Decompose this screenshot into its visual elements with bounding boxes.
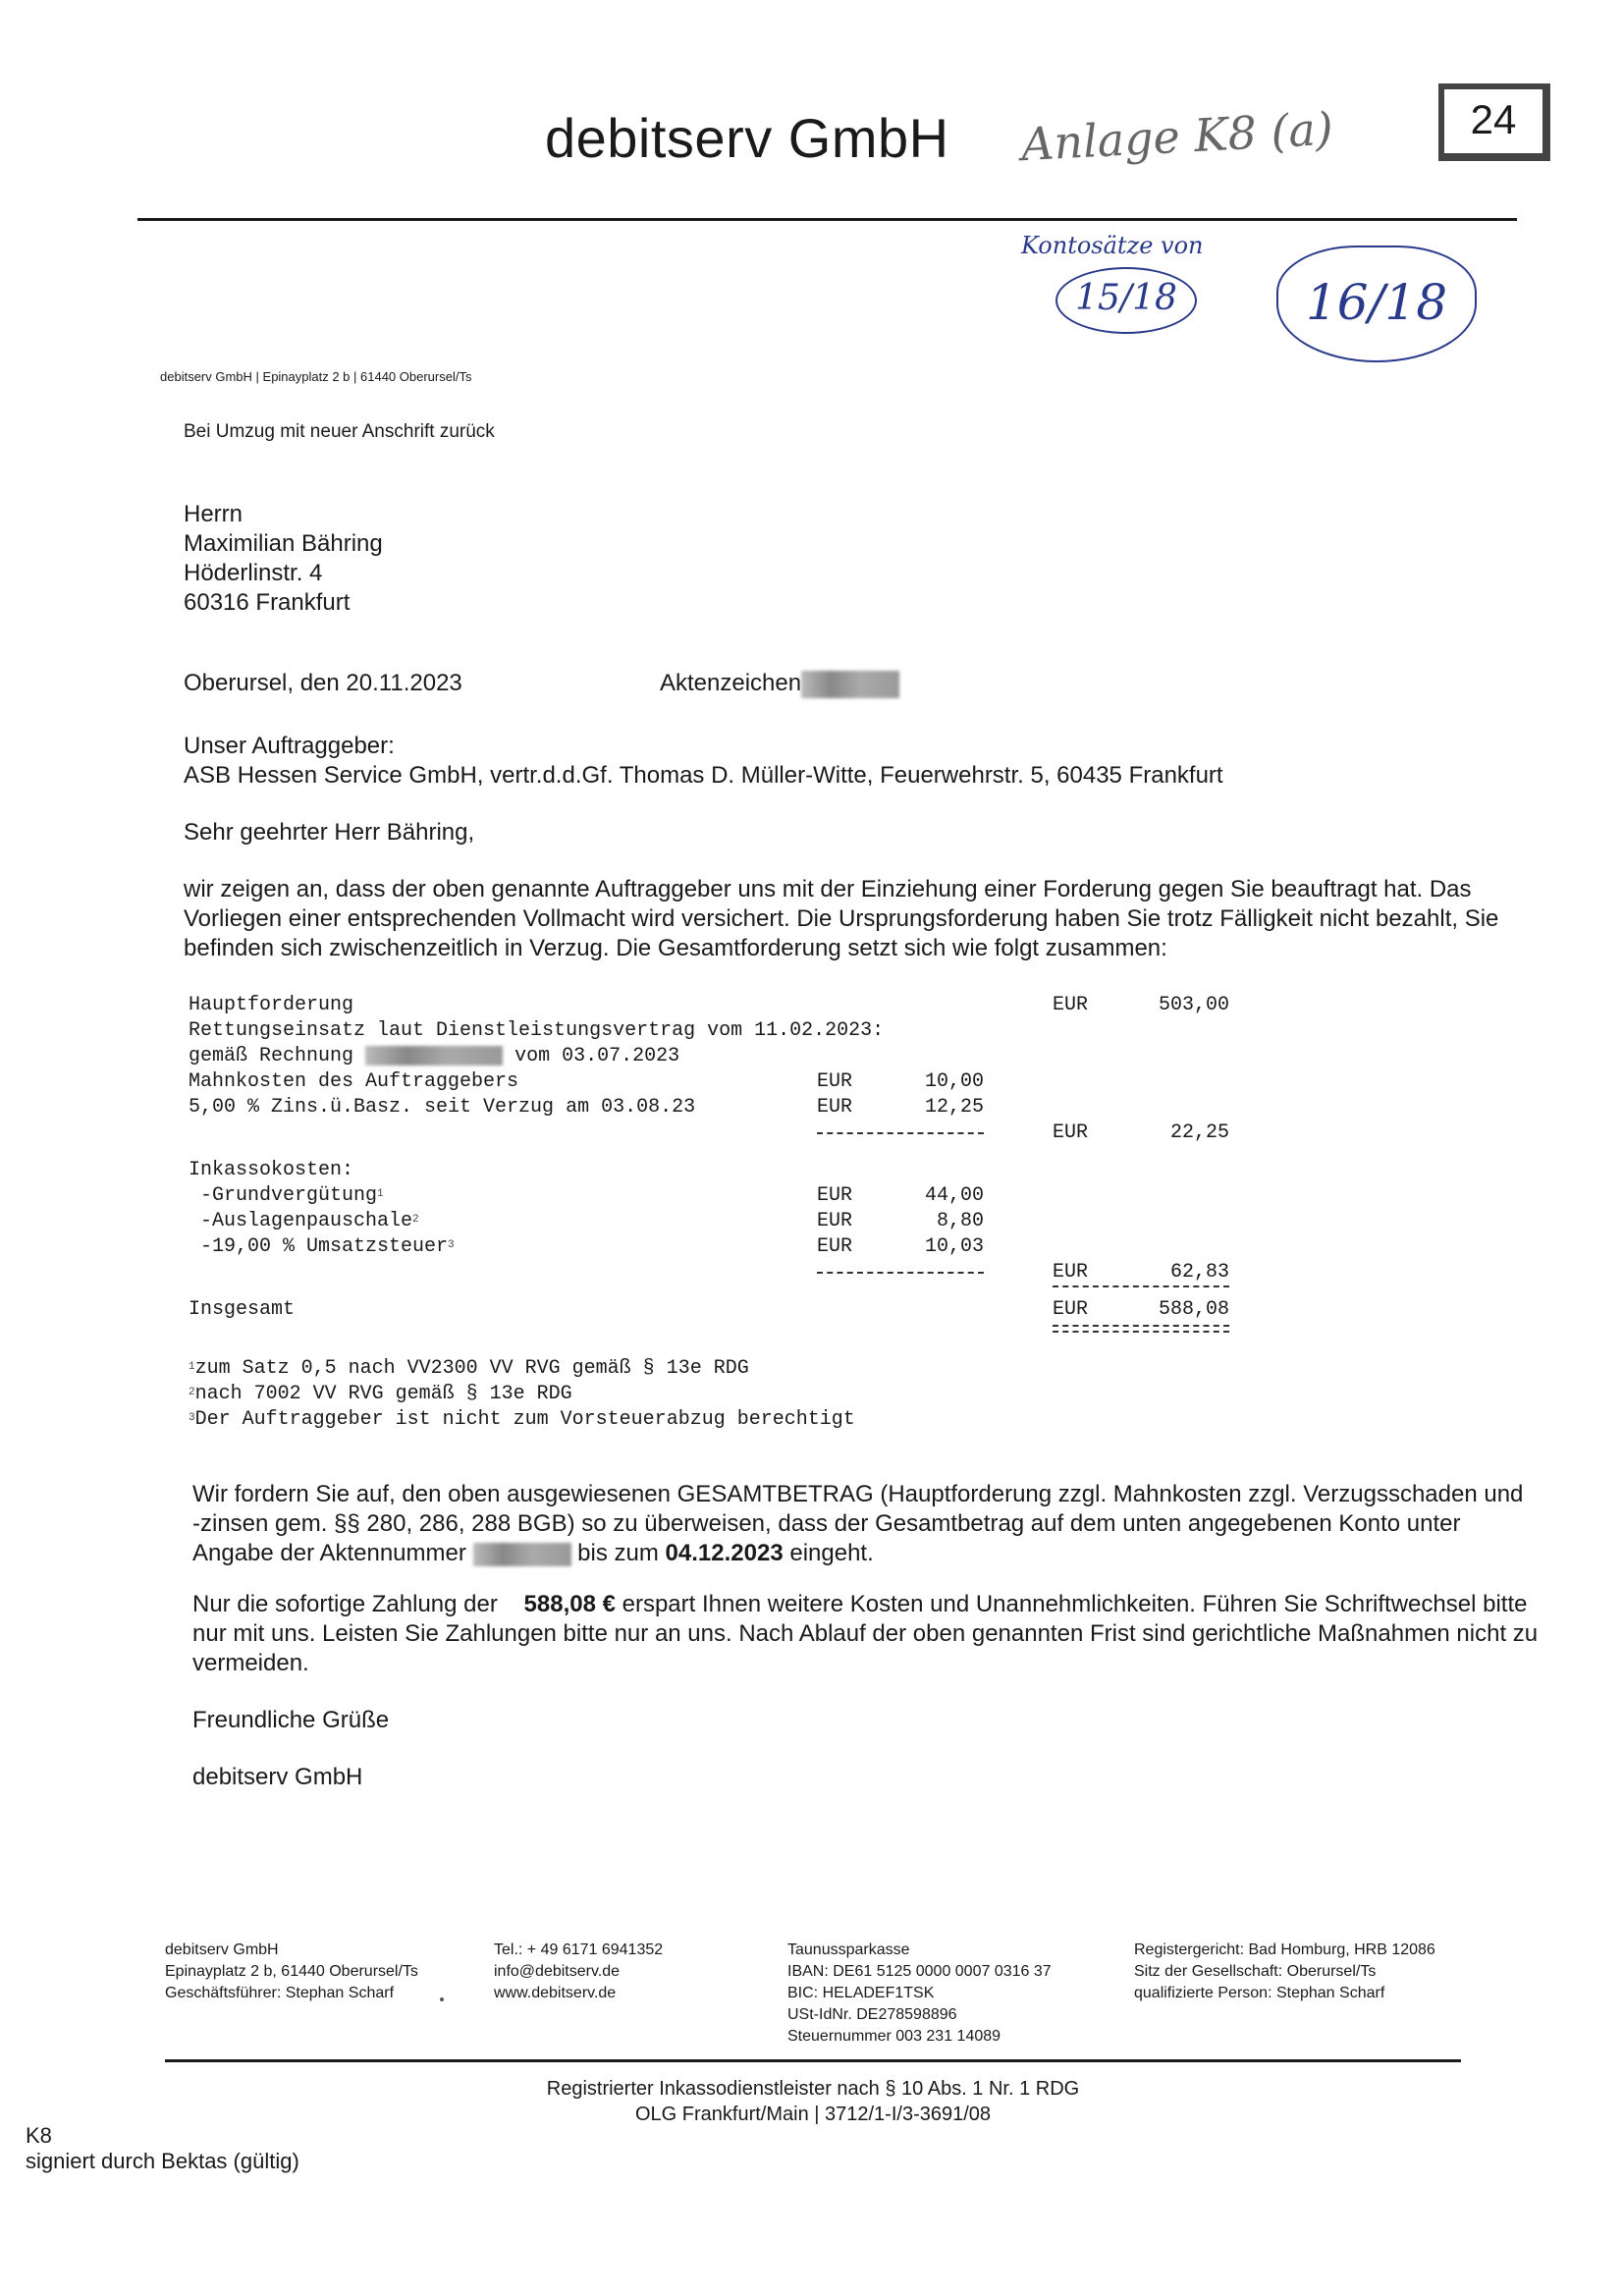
total-label: Insgesamt [189, 1298, 296, 1321]
footer-website-link[interactable]: www.debitserv.de [494, 1985, 617, 2001]
subtotal2-currency: EUR [1053, 1261, 1089, 1284]
footnote-text: Der Auftraggeber ist nicht zum Vorsteuerabzug berechtigt [194, 1408, 855, 1431]
total-due-amount: 588,08 € [523, 1591, 616, 1617]
demand-paragraph [192, 1480, 1538, 1568]
interest-currency: EUR [817, 1096, 853, 1119]
recipient-name: Maximilian Bähring [184, 530, 383, 557]
client-value: ASB Hessen Service GmbH, vertr.d.d.Gf. Thomas D. Müller-Witte, Feuerwehrstr. 5, 60435 Frankfurt [184, 762, 1223, 789]
footer-company-column [165, 1940, 494, 2048]
greeting: Sehr geehrter Herr Bähring, [184, 819, 475, 846]
file-reference-label: Aktenzeichen [660, 670, 802, 696]
main-claim-amount: 503,00 [1158, 994, 1229, 1016]
footer-tax-number: Steuernummer 003 231 14089 [787, 2028, 1001, 2045]
header-divider [137, 218, 1517, 221]
subtotal2-amount: 62,83 [1169, 1261, 1229, 1284]
base-fee-text: -Grundvergütung [200, 1184, 378, 1207]
footnotes [189, 1356, 1548, 1433]
main-claim-label: Hauptforderung [189, 994, 354, 1016]
expenses-currency: EUR [817, 1210, 853, 1232]
scan-speck [440, 1997, 444, 2001]
subtotal-rule [817, 1132, 984, 1134]
warning-text-2: erspart Ihnen weitere Kosten und Unannehmlichkeiten. Führen Sie Schriftwechsel bitte nur mit uns. Leisten Sie Zahlungen bitte nur an uns. Nach Ablauf der oben genannten Frist sind gerichtliche Maßnahmen nicht zu vermeiden. [192, 1591, 1539, 1676]
footer-divider [165, 2059, 1461, 2062]
footer-bic: BIC: HELADEF1TSK [787, 1985, 935, 2001]
dunning-currency: EUR [817, 1070, 853, 1093]
sender-return-line: debitserv GmbH | Epinayplatz 2 b | 61440 Oberursel/Ts [160, 369, 472, 384]
footnote-mark: 2 [189, 1387, 195, 1398]
invoice-prefix: gemäß Rechnung [189, 1045, 354, 1067]
invoice-reference [189, 1044, 1229, 1069]
footnote-mark: 3 [189, 1412, 195, 1424]
footnote-2 [189, 1382, 1548, 1407]
service-description: Rettungseinsatz laut Dienstleistungsvertrag vom 11.02.2023: [189, 1019, 885, 1042]
subtotal1-amount: 22,25 [1169, 1121, 1229, 1144]
redacted-file-number [801, 671, 899, 698]
footer-iban: IBAN: DE61 5125 0000 0007 0316 37 [787, 1963, 1052, 1980]
footer-registered-office: Sitz der Gesellschaft: Oberursel/Ts [1134, 1963, 1377, 1980]
page-footer [26, 1940, 1481, 2174]
footnote-mark: 1 [189, 1361, 195, 1373]
total-currency: EUR [1053, 1298, 1089, 1321]
demand-text-3: eingeht. [783, 1540, 874, 1566]
invoice-date: vom 03.07.2023 [514, 1045, 680, 1067]
footer-register-court: Registergericht: Bad Homburg, HRB 12086 [1134, 1941, 1435, 1958]
letter-body [26, 369, 1548, 2174]
vat-currency: EUR [817, 1235, 853, 1258]
footer-bank-name: Taunussparkasse [787, 1941, 910, 1958]
redacted-file-number [473, 1543, 571, 1566]
intro-paragraph: wir zeigen an, dass der oben genannte Auftraggeber uns mit der Einziehung einer Forderung gegen Sie beauftragt hat. Das Vorliegen einer entsprechenden Vollmacht wird versichert. Die Ursprungsforderung haben Sie trotz Fälligkeit nicht bezahlt, Sie befinden sich zwischenzeitlich in Verzug. Die Gesamtforderung setzt sich wie folgt zusammen: [184, 876, 1499, 961]
footnote-text: zum Satz 0,5 nach VV2300 VV RVG gemäß § 13e RDG [194, 1357, 749, 1380]
expenses-amount: 8,80 [936, 1210, 984, 1232]
redacted-invoice-number [365, 1046, 503, 1066]
recipient-street: Höderlinstr. 4 [184, 560, 323, 586]
subtotal1-currency: EUR [1053, 1121, 1089, 1144]
total-amount: 588,08 [1158, 1298, 1229, 1321]
footer-company-address: Epinayplatz 2 b, 61440 Oberursel/Ts [165, 1963, 418, 1980]
interest-amount: 12,25 [924, 1096, 984, 1119]
footer-columns [165, 1940, 1481, 2048]
page-number-badge: 24 [1438, 83, 1550, 161]
recipient-address [184, 500, 1548, 618]
footer-vat-id: USt-IdNr. DE278598896 [787, 2006, 957, 2023]
company-logo: debitserv GmbH [545, 107, 949, 169]
return-note: Bei Umzug mit neuer Anschrift zurück [184, 421, 495, 442]
footnote-mark: 1 [377, 1188, 384, 1200]
collection-costs-label: Inkassokosten: [189, 1159, 354, 1181]
base-fee-label [189, 1183, 817, 1209]
total-rule [1053, 1285, 1229, 1297]
footnote-1 [189, 1356, 1548, 1382]
dunning-label: Mahnkosten des Auftraggebers [189, 1070, 519, 1093]
closing-phrase: Freundliche Grüße [192, 1707, 390, 1733]
footnote-mark: 2 [412, 1214, 419, 1226]
footer-qualified-person: qualifizierte Person: Stephan Scharf [1134, 1985, 1385, 2001]
footnote-mark: 3 [448, 1239, 455, 1251]
exhibit-label: K8 [26, 2123, 52, 2148]
footer-registry-column [1134, 1940, 1481, 2048]
subtotal-rule [817, 1272, 984, 1274]
signature-status: signiert durch Bektas (gültig) [26, 2149, 299, 2173]
total-double-rule [1053, 1325, 1229, 1333]
handwritten-page-stamp-left: 15/18 [1055, 267, 1197, 334]
handwritten-page-stamp-right: 16/18 [1276, 246, 1477, 362]
demand-text: Wir fordern Sie auf, den oben ausgewiesenen GESAMTBETRAG (Hauptforderung zzgl. Mahnkosten zzgl. Verzugsschaden und -zinsen gem. §§ 280, 286, 288 BGB) so zu überweisen, dass der Gesamtbetrag auf dem unten angegebenen Konto unter Angabe der Aktennummer [192, 1481, 1524, 1566]
expenses-text: -Auslagenpauschale [200, 1210, 413, 1232]
footer-phone: Tel.: + 49 6171 6941352 [494, 1941, 664, 1958]
handwritten-exhibit-note: Anlage K8 (a) [1019, 101, 1335, 172]
file-reference [660, 669, 899, 698]
footer-email-link[interactable]: info@debitserv.de [494, 1963, 621, 1980]
recipient-salutation: Herrn [184, 501, 243, 527]
signature-company: debitserv GmbH [192, 1764, 363, 1790]
handwritten-stamp-note: Kontosätze von [1021, 232, 1204, 259]
warning-text: Nur die sofortige Zahlung der [192, 1591, 505, 1617]
dunning-amount: 10,00 [924, 1070, 984, 1093]
registration-line-2: OLG Frankfurt/Main | 3712/1-I/3-3691/08 [634, 2104, 992, 2125]
client-block [184, 732, 1548, 791]
interest-label: 5,00 % Zins.ü.Basz. seit Verzug am 03.08.23 [189, 1096, 696, 1119]
payment-deadline: 04.12.2023 [665, 1540, 784, 1566]
footnote-3 [189, 1407, 1548, 1433]
warning-paragraph [192, 1590, 1557, 1678]
date-and-reference-row [184, 669, 1548, 698]
footer-bank-column [787, 1940, 1134, 2048]
claim-breakdown-table [189, 993, 1548, 1333]
vat-text: -19,00 % Umsatzsteuer [200, 1235, 449, 1258]
client-label: Unser Auftraggeber: [184, 733, 395, 759]
expenses-label [189, 1209, 817, 1234]
footer-contact-column [494, 1940, 787, 2048]
registration-notice [165, 2076, 1461, 2127]
main-claim-currency: EUR [1053, 994, 1089, 1016]
registration-line-1: Registrierter Inkassodienstleister nach § 10 Abs. 1 Nr. 1 RDG [546, 2078, 1080, 2100]
vat-label [189, 1234, 817, 1260]
footer-company-name: debitserv GmbH [165, 1941, 279, 1958]
table-spacer [189, 1146, 1229, 1158]
footnote-text: nach 7002 VV RVG gemäß § 13e RDG [194, 1383, 572, 1405]
footer-managing-director: Geschäftsführer: Stephan Scharf [165, 1985, 395, 2001]
demand-text-2: bis zum [570, 1540, 666, 1566]
base-fee-currency: EUR [817, 1184, 853, 1207]
exhibit-annotation [26, 2123, 1481, 2174]
date-line: Oberursel, den 20.11.2023 [184, 670, 462, 696]
vat-amount: 10,03 [924, 1235, 984, 1258]
recipient-city: 60316 Frankfurt [184, 589, 351, 616]
base-fee-amount: 44,00 [924, 1184, 984, 1207]
